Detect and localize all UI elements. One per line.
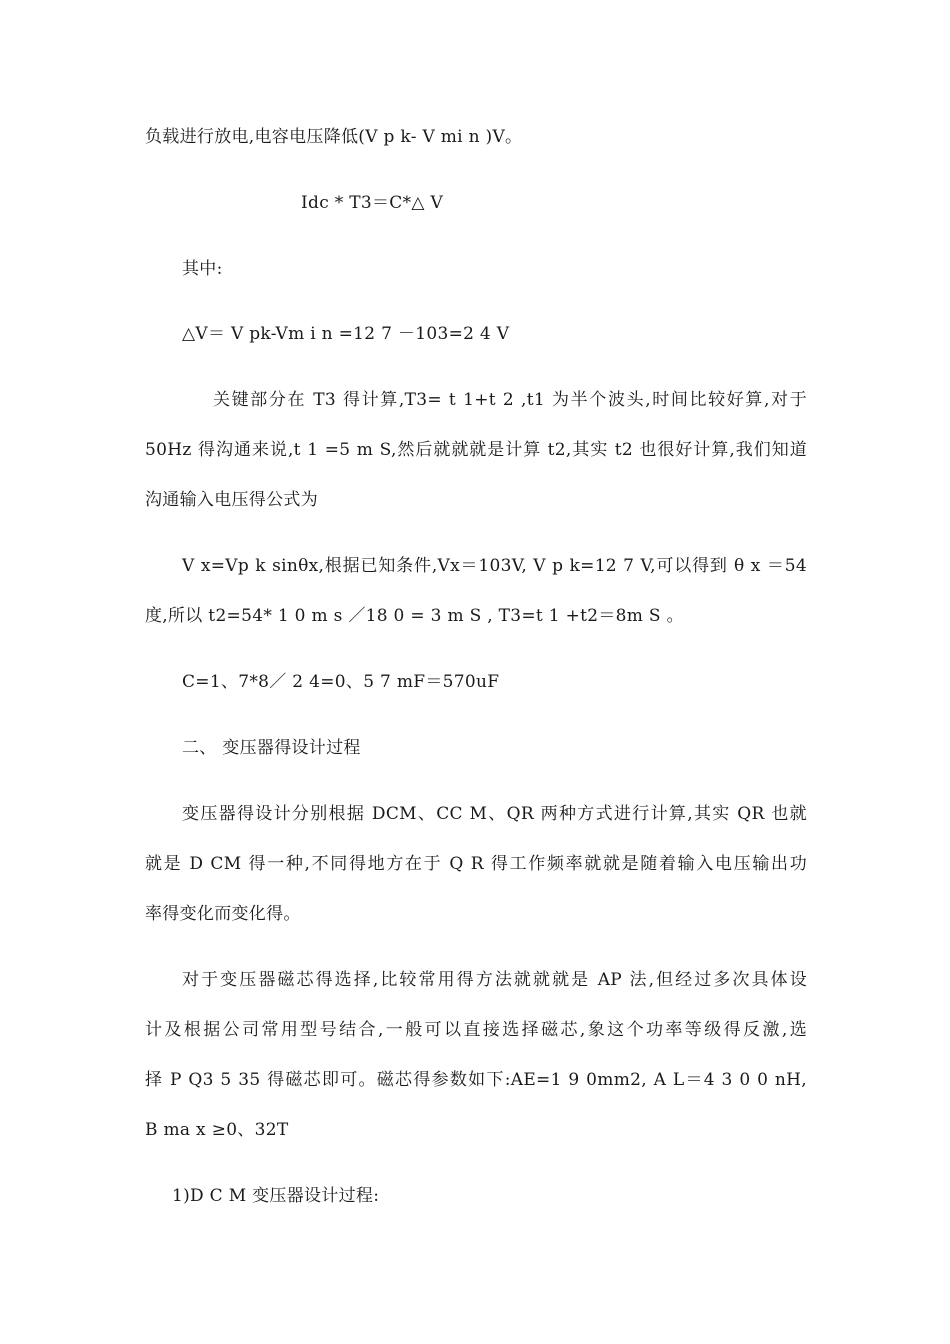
text-line: 对于变压器磁芯得选择,比较常用得方法就就就是 AP 法,但经过多次具体设 [182, 970, 807, 990]
text-line: 50Hz 得沟通来说,t 1 =5 m S,然后就就就是计算 t2,其实 t2 也很好计算,我们知道 [145, 440, 807, 460]
section-heading: 二、 变压器得设计过程 [182, 738, 361, 758]
text-line: 率得变化而变化得。 [145, 904, 301, 924]
text-line: 变压器得设计分别根据 DCM、CC M、QR 两种方式进行计算,其实 QR 也就 [182, 804, 807, 824]
text-line: 其中: [182, 259, 223, 279]
text-line: 关键部分在 T3 得计算,T3= t 1+t 2 ,t1 为半个波头,时间比较好算,对于 [213, 390, 807, 410]
text-line: 沟通输入电压得公式为 [145, 490, 318, 510]
equation-line: Idc * T3＝C*△ V [301, 193, 444, 213]
equation-line: C=1、7*8／ 2 4=0、5 7 mF＝570uF [182, 672, 500, 692]
text-line: 度,所以 t2=54* 1 0 m s ／18 0 = 3 m S , T3=t 1 +t2＝8m S 。 [145, 606, 684, 626]
text-line: B ma x ≥0、32T [145, 1120, 289, 1140]
equation-line: △V＝ V pk-Vm i n =12 7 －103=2 4 V [182, 324, 510, 344]
text-line: 负载进行放电,电容电压降低(V p k- V mi n )V。 [145, 127, 523, 147]
text-line: 计及根据公司常用型号结合,一般可以直接选择磁芯,象这个功率等级得反激,选 [145, 1020, 807, 1040]
text-line: 择 P Q3 5 35 得磁芯即可。磁芯得参数如下:AE=1 9 0mm2, A L＝4 3 0 0 nH, [145, 1070, 807, 1090]
text-line: 就是 D CM 得一种,不同得地方在于 Q R 得工作频率就就是随着输入电压输出功 [145, 854, 807, 874]
text-line: V x=Vp k sinθx,根据已知条件,Vx＝103V, V p k=12 7 V,可以得到 θ x ＝54 [182, 556, 807, 576]
subsection-heading: 1)D C M 变压器设计过程: [172, 1186, 380, 1206]
